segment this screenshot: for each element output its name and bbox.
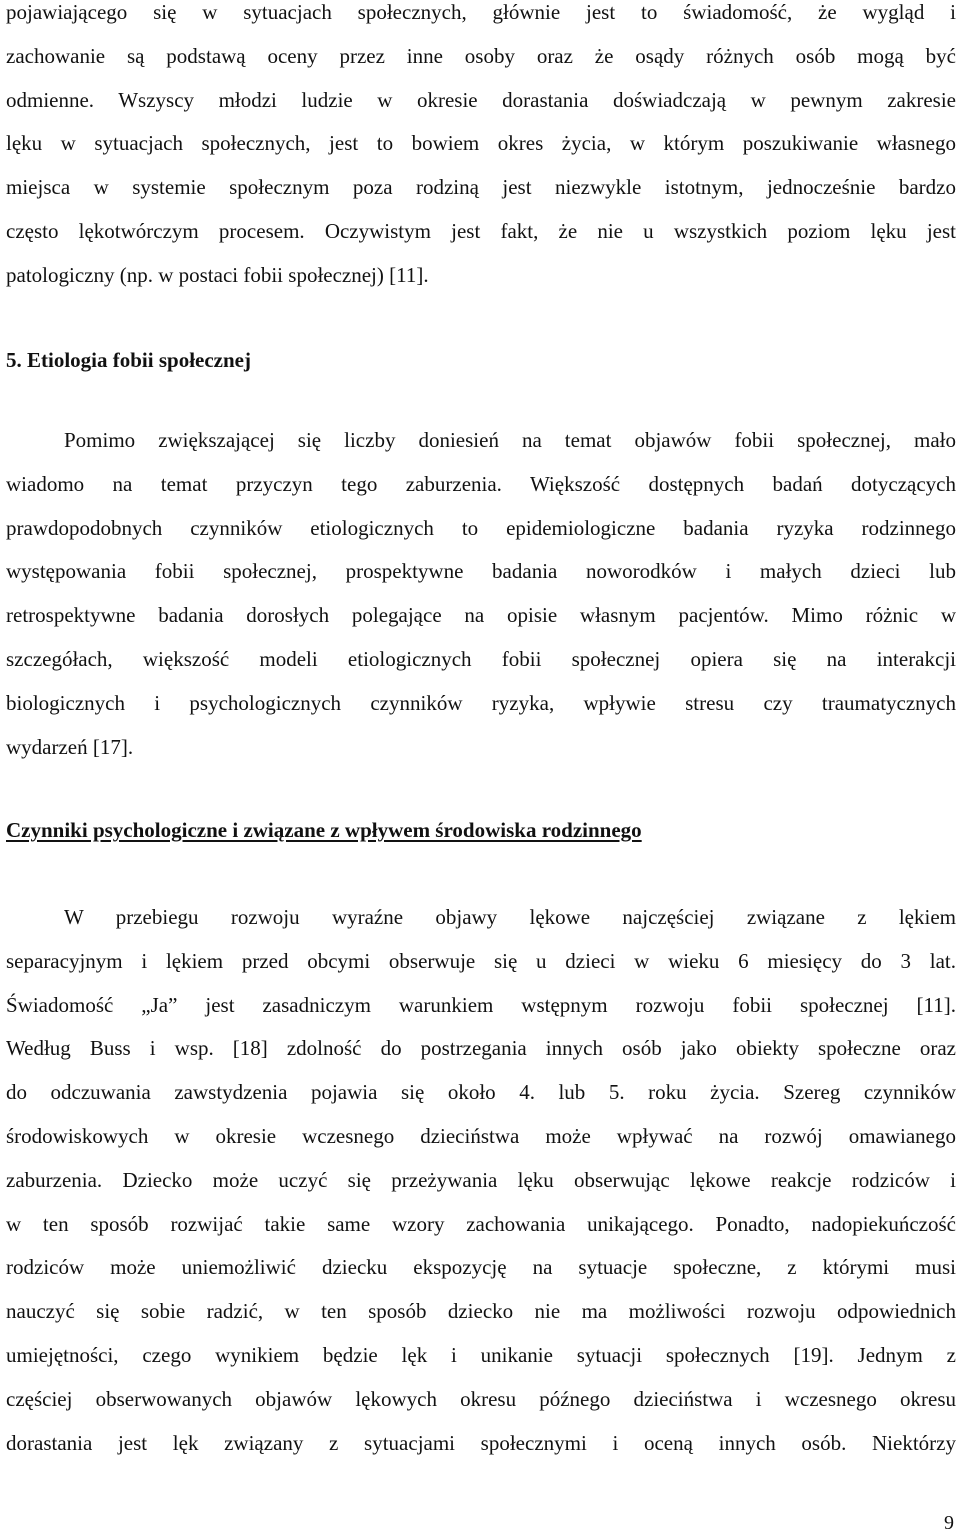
text-line: zachowanie są podstawą oceny przez inne osoby oraz że osądy różnych osób mogą być (6, 43, 956, 68)
text-line: Świadomość „Ja” jest zasadniczym warunkiem wstępnym rozwoju fobii społecznej [11]. (6, 992, 956, 1017)
text-line: biologicznych i psychologicznych czynników ryzyka, wpływie stresu czy traumatycznych (6, 690, 956, 715)
text-line: lęku w sytuacjach społecznych, jest to bowiem okres życia, w którym poszukiwanie własnego (6, 131, 956, 156)
subsection-heading: Czynniki psychologiczne i związane z wpływem środowiska rodzinnego (6, 818, 642, 842)
page-number: 9 (944, 1512, 954, 1534)
text-line: Według Buss i wsp. [18] zdolność do postrzegania innych osób jako obiekty społeczne oraz (6, 1036, 956, 1061)
intro-paragraph (6, 0, 956, 307)
section-paragraph (6, 428, 956, 778)
text-line: dorastania jest lęk związany z sytuacjami społecznymi i oceną innych osób. Niektórzy (6, 1430, 956, 1455)
text-line: w ten sposób rozwijać takie same wzory zachowania unikającego. Ponadto, nadopiekuńczość (6, 1211, 956, 1236)
text-line: wiadomo na temat przyczyn tego zaburzenia. Większość dostępnych badań dotyczących (6, 471, 956, 496)
subsection-paragraph (6, 905, 956, 1474)
text-line: często lękotwórczym procesem. Oczywistym jest fakt, że nie u wszystkich poziom lęku jest (6, 218, 956, 243)
section-heading: 5. Etiologia fobii społecznej (6, 348, 251, 372)
text-line: wydarzeń [17]. (6, 734, 134, 759)
text-line: częściej obserwowanych objawów lękowych okresu późnego dzieciństwa i wczesnego okresu (6, 1386, 956, 1411)
text-line: zaburzenia. Dziecko może uczyć się przeżywania lęku obserwując lękowe reakcje rodziców i (6, 1167, 956, 1192)
text-line: środowiskowych w okresie wczesnego dzieciństwa może wpływać na rozwój omawianego (6, 1123, 956, 1148)
text-line: odmienne. Wszyscy młodzi ludzie w okresie dorastania doświadczają w pewnym zakresie (6, 87, 956, 112)
text-line: rodziców może uniemożliwić dziecku ekspozycję na sytuacje społeczne, z którymi musi (6, 1255, 956, 1280)
text-line: separacyjnym i lękiem przed obcymi obserwuje się u dzieci w wieku 6 miesięcy do 3 lat. (6, 948, 956, 973)
text-line: pojawiającego się w sytuacjach społecznych, głównie jest to świadomość, że wygląd i (6, 0, 956, 24)
text-line: W przebiegu rozwoju wyraźne objawy lękowe najczęściej związane z lękiem (64, 905, 956, 929)
text-line: Pomimo zwiększającej się liczby doniesień na temat objawów fobii społecznej, mało (64, 428, 956, 452)
text-line: prawdopodobnych czynników etiologicznych to epidemiologiczne badania ryzyka rodzinnego (6, 515, 956, 540)
text-line: patologiczny (np. w postaci fobii społecznej) [11]. (6, 262, 429, 287)
text-line: miejsca w systemie społecznym poza rodziną jest niezwykle istotnym, jednocześnie bardzo (6, 175, 956, 200)
text-line: retrospektywne badania dorosłych polegające na opisie własnym pacjentów. Mimo różnic w (6, 603, 956, 628)
text-line: umiejętności, czego wynikiem będzie lęk i unikanie sytuacji społecznych [19]. Jednym z (6, 1342, 956, 1367)
text-line: szczegółach, większość modeli etiologicznych fobii społecznej opiera się na interakcji (6, 646, 956, 671)
text-line: występowania fobii społecznej, prospektywne badania noworodków i małych dzieci lub (6, 559, 956, 584)
text-line: do odczuwania zawstydzenia pojawia się około 4. lub 5. roku życia. Szereg czynników (6, 1080, 956, 1105)
text-line: nauczyć się sobie radzić, w ten sposób dziecko nie ma możliwości rozwoju odpowiednich (6, 1299, 956, 1324)
